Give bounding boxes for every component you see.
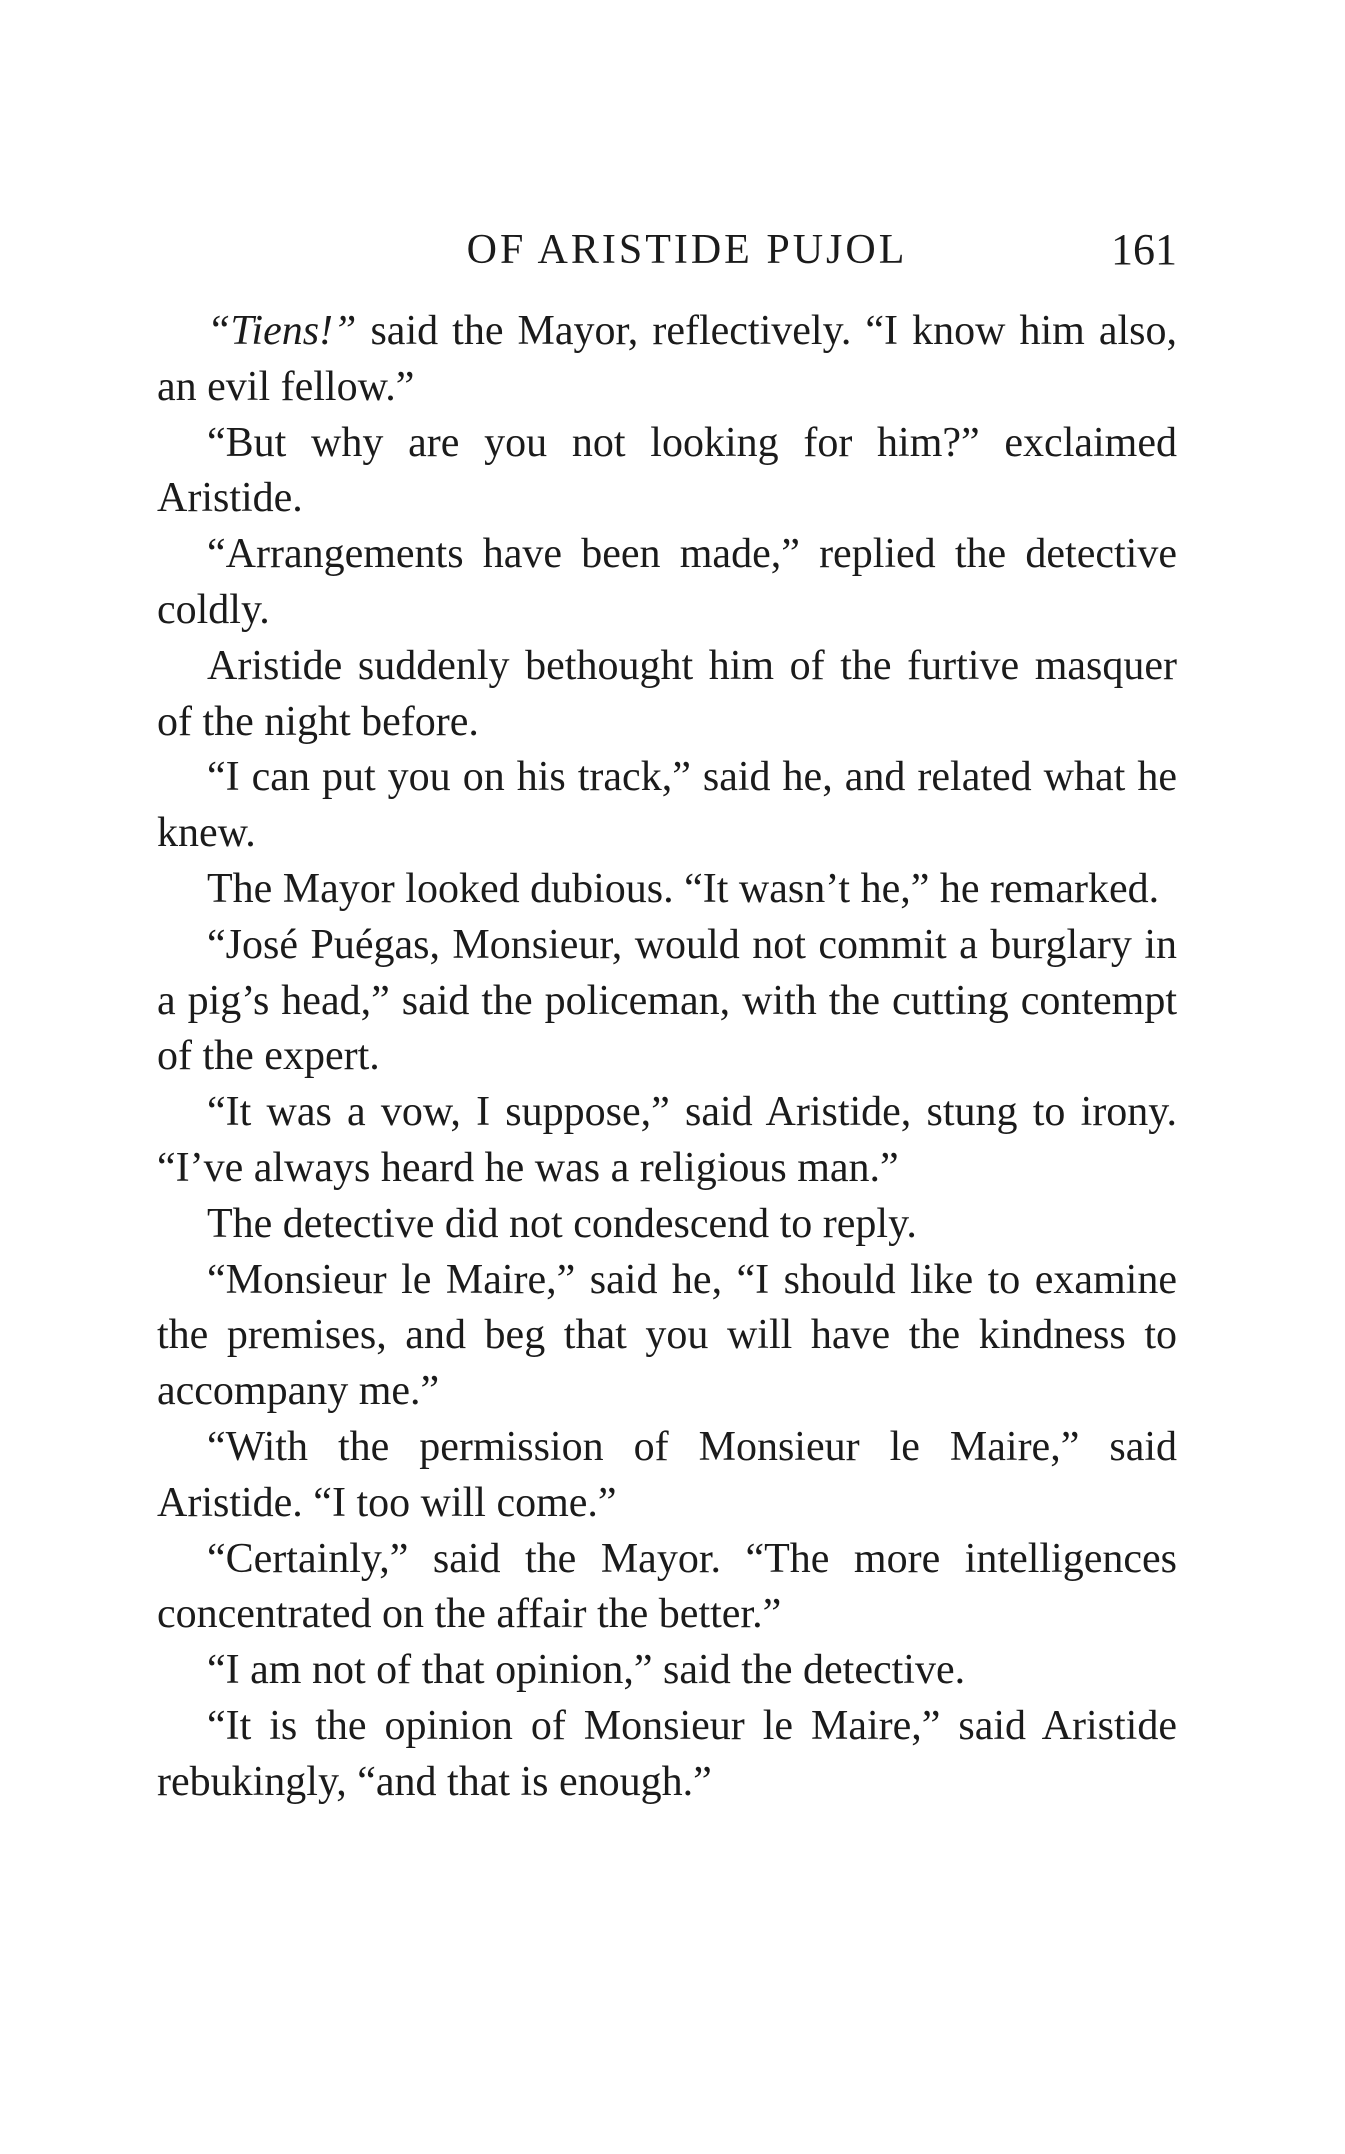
paragraph: “But why are you not looking for him?” exclaimed Aristide. bbox=[157, 419, 1177, 522]
paragraph: “I am not of that opinion,” said the detective. bbox=[207, 1647, 966, 1694]
paragraph: The detective did not condescend to reply. bbox=[207, 1200, 917, 1247]
paragraph: “I can put you on his track,” said he, and related what he knew. bbox=[157, 754, 1177, 857]
page-number: 161 bbox=[1111, 225, 1177, 274]
paragraph: “It is the opinion of Monsieur le Maire,” said Aristide rebukingly, “and that is enough.” bbox=[157, 1702, 1177, 1805]
paragraph: The Mayor looked dubious. “It wasn’t he,” he remarked. bbox=[207, 865, 1160, 912]
paragraph: “With the permission of Monsieur le Maire,” said Aristide. “I too will come.” bbox=[157, 1423, 1177, 1526]
paragraph: Aristide suddenly bethought him of the furtive masquer of the night before. bbox=[157, 642, 1177, 745]
running-head: OF ARISTIDE PUJOL bbox=[466, 227, 908, 273]
paragraph-text: said the Mayor, reflectively. “I know him also, an evil fellow.” bbox=[157, 308, 1177, 410]
page-header bbox=[157, 218, 1177, 278]
paragraph: “It was a vow, I suppose,” said Aristide, stung to irony. “I’ve always heard he was a religious man.” bbox=[157, 1089, 1177, 1191]
paragraph bbox=[157, 304, 1177, 416]
body-text bbox=[157, 304, 1177, 1811]
paragraph: “Monsieur le Maire,” said he, “I should like to examine the premises, and beg that you will have the kindness to accompany me.” bbox=[157, 1256, 1177, 1415]
paragraph: “Certainly,” said the Mayor. “The more intelligences concentrated on the affair the better.” bbox=[157, 1535, 1177, 1638]
paragraph-italic-lead: “Tiens!” bbox=[207, 308, 357, 354]
paragraph: “José Puégas, Monsieur, would not commit a burglary in a pig’s head,” said the policeman, with the cutting contempt of the expert. bbox=[157, 921, 1177, 1080]
paragraph: “Arrangements have been made,” replied the detective coldly. bbox=[157, 531, 1177, 633]
